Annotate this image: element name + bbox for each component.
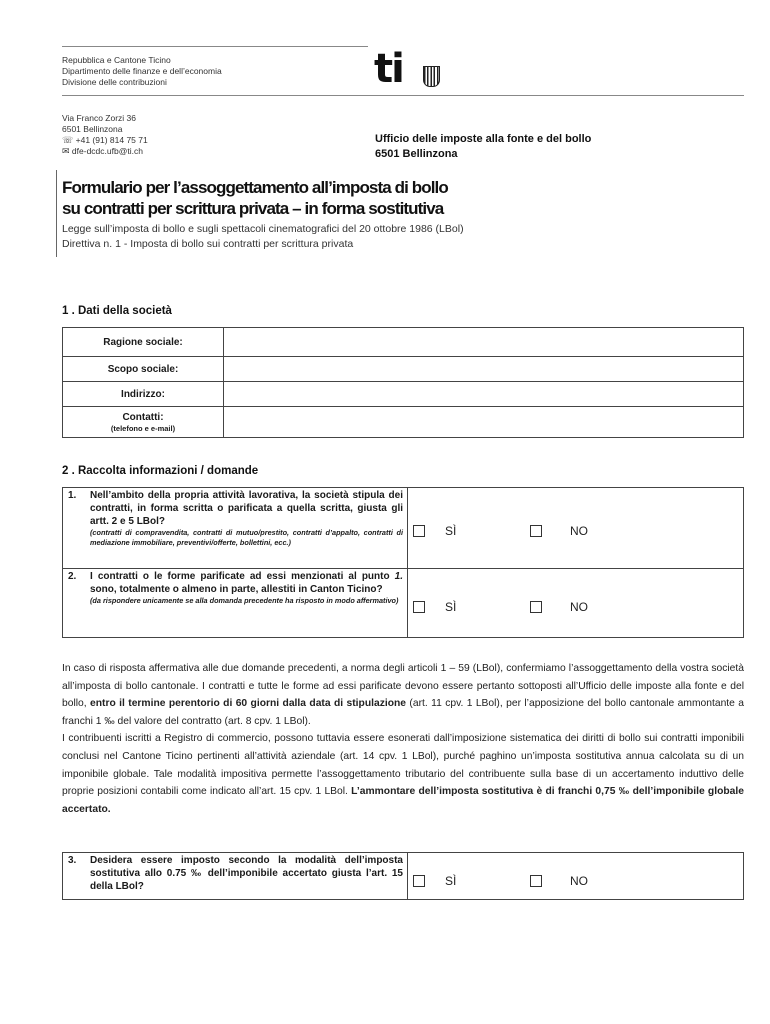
sender-address: [62, 113, 148, 157]
row-label: Contatti:: [122, 411, 164, 423]
no-label: NO: [570, 874, 588, 888]
address-line: Via Franco Zorzi 36: [62, 113, 137, 123]
recipient-line: Ufficio delle imposte alla fonte e del bollo: [375, 133, 592, 145]
header-org-block: [62, 55, 222, 88]
question-body: [90, 570, 403, 606]
yes-label: SÌ: [445, 524, 457, 538]
row-label-note: (telefono e e-mail): [110, 423, 176, 433]
question-text-em: 1.: [394, 571, 403, 582]
paragraph-bold: entro il termine perentorio di 60 giorni dalla data di stipulazione: [90, 698, 407, 710]
question-number: 2.: [68, 571, 77, 582]
table-row: [63, 328, 744, 357]
email-address: dfe-dcdc.ufb@ti.ch: [71, 146, 143, 156]
yes-label: SÌ: [445, 600, 457, 614]
question-body: [90, 489, 403, 548]
no-checkbox[interactable]: [530, 875, 542, 887]
address-line: 6501 Bellinzona: [62, 124, 123, 134]
question-cell: [63, 488, 408, 569]
yes-checkbox[interactable]: [413, 875, 425, 887]
question-number: 1.: [68, 490, 77, 501]
org-line: Repubblica e Cantone Ticino: [62, 55, 171, 65]
paragraph: [62, 660, 744, 730]
header-top-rule: [62, 46, 368, 47]
org-line: Divisione delle contribuzioni: [62, 77, 167, 87]
row-label: Scopo sociale:: [63, 357, 224, 382]
question-number: 3.: [68, 855, 77, 866]
explanatory-text: [62, 660, 744, 818]
company-name-field[interactable]: [224, 328, 744, 357]
phone-icon: ☏: [62, 135, 74, 145]
section-1-heading: 1 . Dati della società: [62, 305, 172, 317]
phone-line: [62, 135, 148, 146]
yes-checkbox[interactable]: [413, 525, 425, 537]
no-label: NO: [570, 524, 588, 538]
directive-reference: Direttiva n. 1 - Imposta di bollo sui contratti per scrittura privata: [62, 238, 354, 250]
law-reference: Legge sull’imposta di bollo e sugli spettacoli cinematografici del 20 ottobre 1986 (LBol): [62, 223, 464, 235]
section-2-heading: 2 . Raccolta informazioni / domande: [62, 465, 259, 477]
company-data-table: [62, 327, 744, 438]
question: [68, 489, 403, 548]
question-text-b: sono, totalmente o almeno in parte, allestiti in Canton Ticino?: [90, 584, 383, 595]
title-left-rule: [56, 170, 57, 257]
envelope-icon: ✉: [62, 146, 70, 156]
paragraph-bold: L’ammontare dell’imposta sostitutiva è di franchi 0,75 ‰ dell’imponibile globale accertato.: [62, 786, 744, 815]
question-row: [63, 569, 744, 638]
answer-cell: [408, 569, 744, 638]
yes-checkbox[interactable]: [413, 601, 425, 613]
answer-cell: [408, 488, 744, 569]
question-row: [63, 488, 744, 569]
table-row: [63, 407, 744, 438]
header-rule: [62, 95, 744, 96]
question-note: (da rispondere unicamente se alla domanda precedente ha risposto in modo affermativo): [90, 596, 399, 605]
questions-table: [62, 487, 744, 638]
no-label: NO: [570, 600, 588, 614]
question-cell: [63, 853, 408, 900]
phone-number: +41 (91) 814 75 71: [75, 135, 148, 145]
company-purpose-field[interactable]: [224, 357, 744, 382]
email-line: [62, 146, 148, 157]
ticino-logo: ti: [374, 46, 403, 92]
paragraph-text: In caso di risposta affermativa alle due domande precedenti, a norma degli articoli 1 – 59 (LBol), confermiamo l’assoggettamento della vostra società all’imposta di bollo cantonale. I contratti e tutte le forme ad essi parificate devono essere pertanto sottoposti all’Ufficio delle imposte alla fonte e del bollo,: [62, 663, 744, 710]
question-text: Nell’ambito della propria attività lavorativa, la società stipula dei contratti, in forma scritta o parificata a quella scritta, giusta gli artt. 2 e 5 LBol?: [90, 490, 403, 527]
yes-label: SÌ: [445, 874, 457, 888]
canton-shield-icon: [423, 66, 440, 87]
org-line: Dipartimento delle finanze e dell’economia: [62, 66, 222, 76]
row-label: Indirizzo:: [63, 382, 224, 407]
address-field[interactable]: [224, 382, 744, 407]
paragraph-text: (art. 11 cpv. 1 LBol), per l’apposizione del bollo cantonale ammontante a franchi 1 ‰ del valore del contratto (art. 8 cpv. 1 LBol).: [62, 698, 745, 727]
paragraph-text: I contribuenti iscritti a Registro di commercio, possono tuttavia essere esonerati dall’imposizione sistematica dei diritti di bollo sui contratti imponibili conclusi nel Cantone Ticino pertinenti all’attività aziendale (art. 14 cpv. 1 LBol), purché paghino un’imposta sostitutiva annua calcolata su di un imponibile globale. Tale modalità impositiva permette l’assoggettamento tributario del contribuente sulla base di un accertamento induttivo delle proprie posizioni contabili come indicato all’art. 15 cpv. 1 LBol.: [62, 733, 744, 798]
question: [68, 854, 403, 893]
title-line: su contratti per scrittura privata – in forma sostitutiva: [62, 199, 444, 218]
recipient-line: 6501 Bellinzona: [375, 148, 458, 160]
table-row: [63, 382, 744, 407]
paragraph: [62, 730, 744, 818]
question-text-a: I contratti o le forme parificate ad essi menzionati al punto: [90, 571, 395, 582]
question-cell: [63, 569, 408, 638]
no-checkbox[interactable]: [530, 525, 542, 537]
question: [68, 570, 403, 606]
question-row: [63, 853, 744, 900]
question-note: (contratti di compravendita, contratti di mutuo/prestito, contratti d’appalto, contratti di mediazione immobiliare, preventivi/offerte, bollettini, ecc.): [90, 528, 403, 547]
question-text: Desidera essere imposto secondo la modalità dell’imposta sostitutiva allo 0.75 ‰ dell’imponibile accertato giusta l’art. 15 della LBol?: [90, 855, 403, 892]
contacts-field[interactable]: [224, 407, 744, 438]
contacts-label-cell: [63, 407, 224, 438]
question-3-table: [62, 852, 744, 900]
answer-cell: [408, 853, 744, 900]
table-row: [63, 357, 744, 382]
no-checkbox[interactable]: [530, 601, 542, 613]
page-title: [62, 177, 448, 219]
title-line: Formulario per l’assoggettamento all’imposta di bollo: [62, 178, 448, 197]
row-label: Ragione sociale:: [63, 328, 224, 357]
recipient-block: [375, 132, 591, 162]
